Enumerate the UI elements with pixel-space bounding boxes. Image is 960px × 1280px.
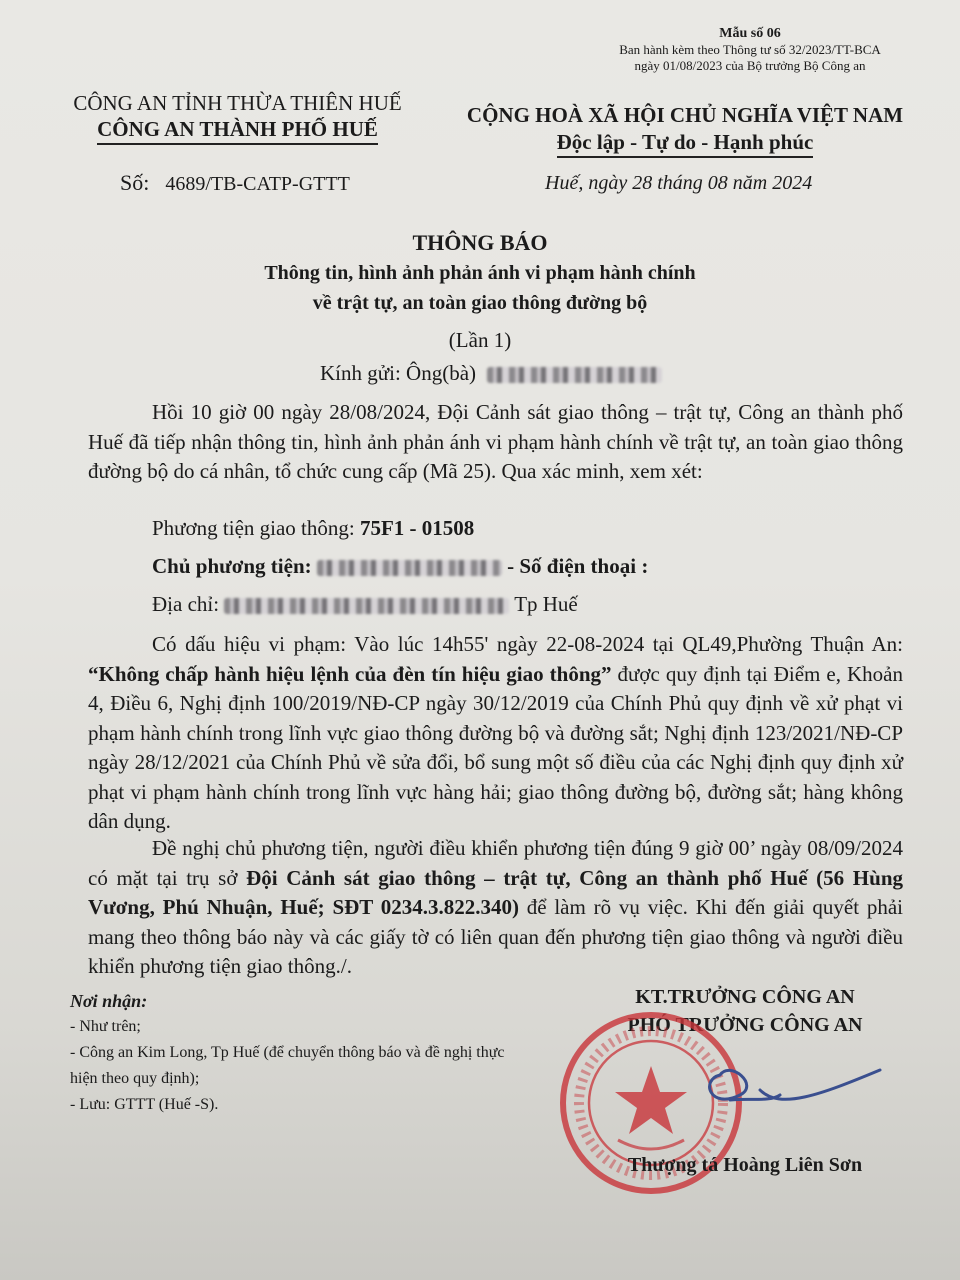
issuing-agency <box>40 90 435 145</box>
agency-name: CÔNG AN THÀNH PHỐ HUẾ <box>97 116 378 145</box>
signature-icon <box>690 1040 890 1140</box>
national-title: CỘNG HOÀ XÃ HỘI CHỦ NGHĨA VIỆT NAM <box>466 103 904 127</box>
vehicle-plate: 75F1 - 01508 <box>359 516 475 540</box>
form-line-2: ngày 01/08/2023 của Bộ trưởng Bộ Công an <box>634 58 866 73</box>
redacted-owner <box>317 560 502 576</box>
address-suffix: Tp Huế <box>514 592 578 616</box>
signer-title-1: KT.TRƯỞNG CÔNG AN <box>635 986 855 1008</box>
national-header <box>430 102 940 158</box>
document-number-label: Số: <box>120 170 150 195</box>
recipient-item: - Như trên; <box>70 1018 141 1035</box>
issue-date: Huế, ngày 28 tháng 08 năm 2024 <box>545 172 813 194</box>
recipient-item: - Công an Kim Long, Tp Huế (để chuyển thông báo và đề nghị thực hiện theo quy định); <box>70 1044 505 1087</box>
address-line <box>152 592 578 617</box>
recipient-item: - Lưu: GTTT (Huế -S). <box>70 1096 219 1113</box>
document-number <box>120 170 350 196</box>
form-number: Mẫu số 06 <box>719 26 781 41</box>
vehicle-label: Phương tiện giao thông: <box>152 516 355 540</box>
national-motto: Độc lập - Tự do - Hạnh phúc <box>557 129 814 158</box>
owner-line <box>152 554 648 579</box>
agency-parent: CÔNG AN TỈNH THỪA THIÊN HUẾ <box>73 91 402 115</box>
addressee-label: Kính gửi: Ông(bà) <box>320 361 477 385</box>
form-line-1: Ban hành kèm theo Thông tư số 32/2023/TT-BCA <box>619 42 881 57</box>
addressee <box>320 361 662 386</box>
notice-subtitle-1: Thông tin, hình ảnh phản ánh vi phạm hành chính <box>264 262 696 284</box>
redacted-address <box>224 598 509 614</box>
violation-legal-basis: được quy định tại Điểm e, Khoản 4, Điều 6, Nghị định 100/2019/NĐ-CP ngày 30/12/2019 của Chính Phủ quy định về xử phạt vi phạm hành chính trong lĩnh vực giao thông đường bộ và đường sắt; Nghị định 123/2021/NĐ-CP ngày 28/12/2021 của Chính Phủ về sửa đổi, bổ sung một số điều của các Nghị định quy định xử phạt vi phạm hành chính trong lĩnh vực hàng hải; giao thông đường bộ, đường sắt; hàng không dân dụng. <box>88 661 903 833</box>
request-paragraph <box>88 834 903 982</box>
owner-label: Chủ phương tiện: <box>152 554 312 578</box>
notice-round: (Lần 1) <box>448 328 512 352</box>
document-number-value: 4689/TB-CATP-GTTT <box>165 173 350 195</box>
violation-paragraph <box>88 630 903 837</box>
signer-name: Thượng tá Hoàng Liên Sơn <box>627 1154 863 1176</box>
redacted-name <box>487 367 662 383</box>
recipients-block <box>70 988 530 1118</box>
request-rest: để làm rõ vụ việc. Khi đến giải quyết phải mang theo thông báo này và các giấy tờ có liên quan đến phương tiện giao thông và người điều khiển phương tiện giao thông./. <box>88 895 903 978</box>
request-lead: Đề nghị chủ phương tiện, người điều khiển phương tiện đúng 9 giờ 00’ ngày 08/09/2024 có mặt tại trụ sở <box>88 836 903 890</box>
notice-subtitle-2: về trật tự, an toàn giao thông đường bộ <box>312 292 648 314</box>
request-office: Đội Cảnh sát giao thông – trật tự, Công an thành phố Huế (56 Hùng Vương, Phú Nhuận, Huế; SĐT 0234.3.822.340) <box>88 865 904 919</box>
notice-title: THÔNG BÁO <box>412 230 548 255</box>
vehicle-line <box>152 516 474 541</box>
violation-lead: Có dấu hiệu vi phạm: Vào lúc 14h55' ngày 22-08-2024 tại QL49,Phường Thuận An: <box>152 632 903 656</box>
form-reference <box>600 26 900 74</box>
address-label: Địa chỉ: <box>152 592 220 616</box>
violation-description: “Không chấp hành hiệu lệnh của đèn tín hiệu giao thông” <box>88 661 612 686</box>
recipients-heading: Nơi nhận: <box>70 991 148 1011</box>
intro-paragraph: Hồi 10 giờ 00 ngày 28/08/2024, Đội Cảnh sát giao thông – trật tự, Công an thành phố Huế đã tiếp nhận thông tin, hình ảnh phản ánh vi phạm hành chính về trật tự, an toàn giao thông đường bộ do cá nhân, tổ chức cung cấp (Mã 25). Qua xác minh, xem xét: <box>88 400 903 483</box>
signer-title-2: PHÓ TRƯỞNG CÔNG AN <box>627 1014 863 1036</box>
phone-label: - Số điện thoại : <box>507 554 649 578</box>
